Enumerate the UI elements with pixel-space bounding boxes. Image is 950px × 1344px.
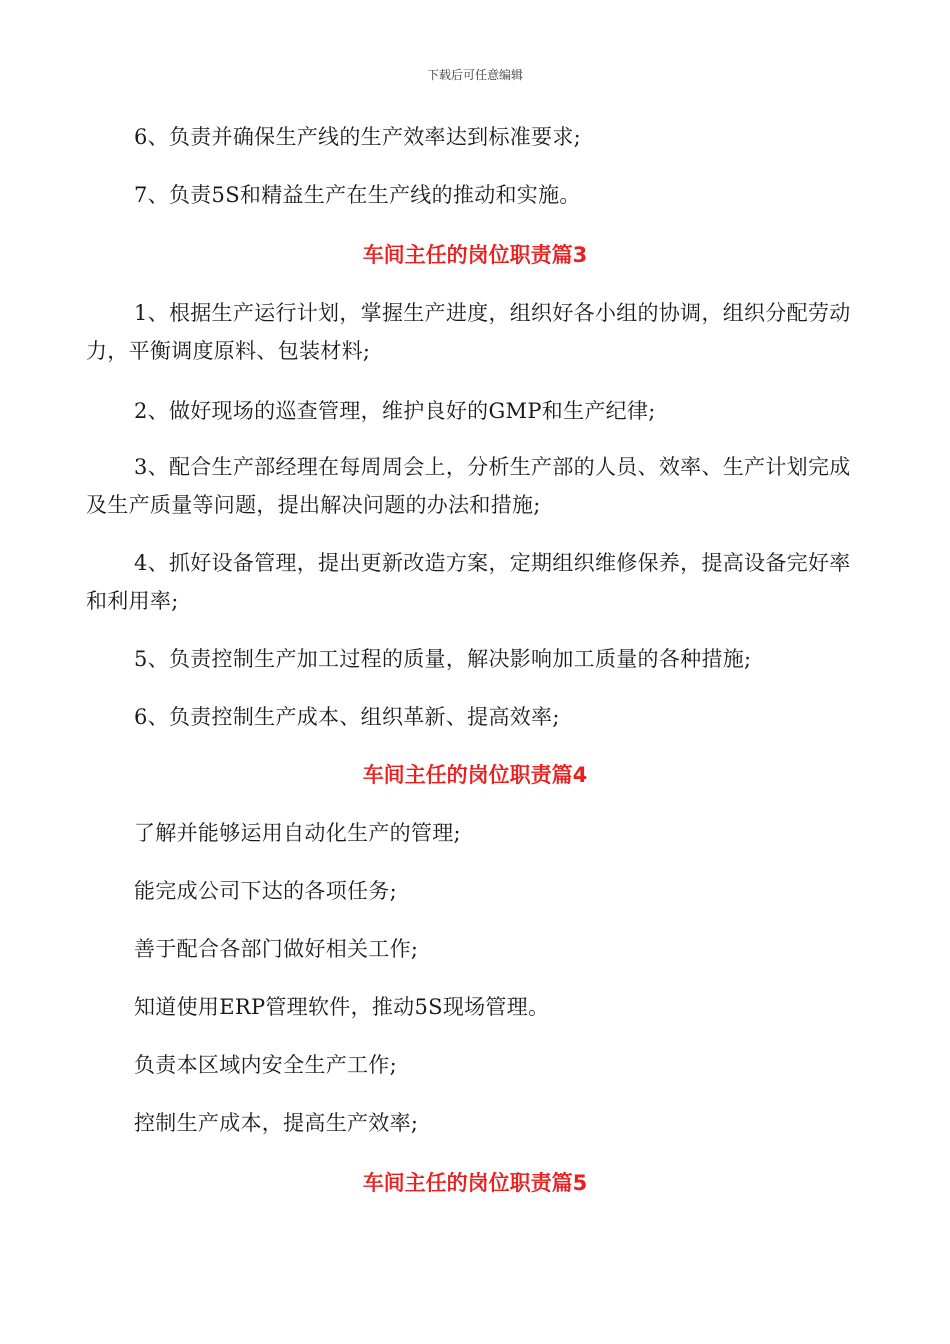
- paragraph: 1、根据生产运行计划，掌握生产进度，组织好各小组的协调，组织分配劳动力，平衡调度原料、包装材料;: [86, 301, 851, 363]
- section-heading: 车间主任的岗位职责篇4: [362, 763, 588, 787]
- paragraph: 6、负责并确保生产线的生产效率达到标准要求;: [134, 125, 582, 149]
- paragraph: 4、抓好设备管理，提出更新改造方案，定期组织维修保养，提高设备完好率和利用率;: [86, 551, 851, 613]
- section-heading: 车间主任的岗位职责篇3: [362, 243, 588, 267]
- header-note: 下载后可任意编辑: [426, 68, 523, 82]
- paragraph: 6、负责控制生产成本、组织革新、提高效率;: [134, 705, 560, 729]
- paragraph: 善于配合各部门做好相关工作;: [134, 937, 419, 961]
- paragraph: 2、做好现场的巡查管理，维护良好的GMP和生产纪律;: [134, 399, 656, 423]
- paragraph: 5、负责控制生产加工过程的质量，解决影响加工质量的各种措施;: [134, 647, 752, 671]
- paragraph: 控制生产成本，提高生产效率;: [134, 1111, 419, 1135]
- paragraph: 能完成公司下达的各项任务;: [134, 879, 397, 903]
- paragraph: 7、负责5S和精益生产在生产线的推动和实施。: [134, 183, 581, 207]
- paragraph: 了解并能够运用自动化生产的管理;: [134, 821, 461, 845]
- paragraph: 3、配合生产部经理在每周周会上，分析生产部的人员、效率、生产计划完成及生产质量等问题，提出解决问题的办法和措施;: [86, 455, 851, 517]
- paragraph: 负责本区域内安全生产工作;: [134, 1053, 397, 1077]
- section-heading: 车间主任的岗位职责篇5: [362, 1171, 588, 1195]
- paragraph: 知道使用ERP管理软件，推动5S现场管理。: [134, 995, 550, 1019]
